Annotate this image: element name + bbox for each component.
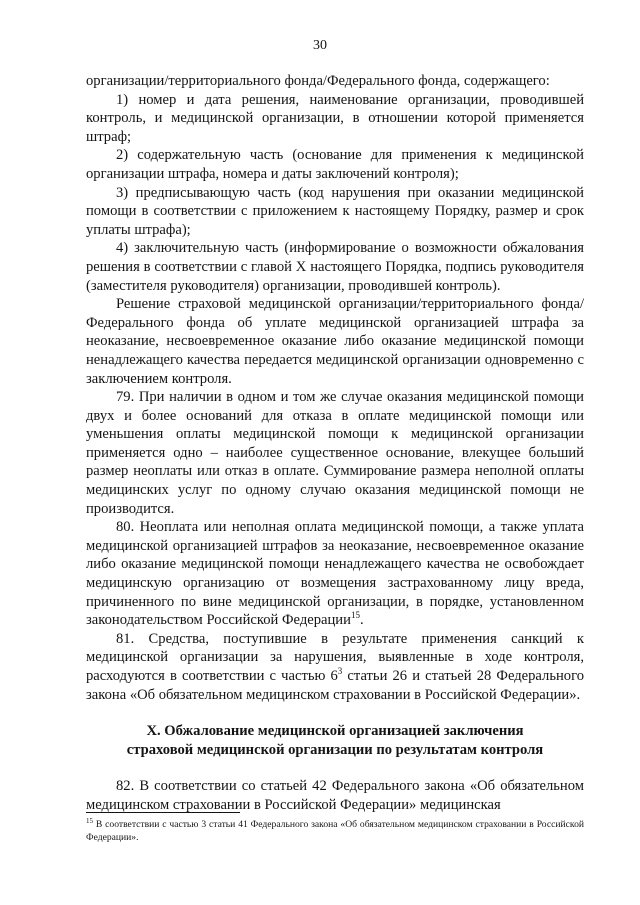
paragraph-80-text: 80. Неоплата или неполная оплата медицинской помощи, а также уплата медицинской организацией штрафов за неоказание, несвоевременное оказание либо оказание медицинской помощи ненадлежащего качества не освобождает медицинскую организацию от возмещения застрахованному лицу вреда, причиненного по вине медицинской организации, в порядке, установленном законодательством Российской Федерации bbox=[86, 519, 584, 629]
paragraph-item-2: 2) содержательную часть (основание для применения к медицинской организации штрафа, номера и даты заключений контроля); bbox=[86, 147, 584, 182]
paragraph-79: 79. При наличии в одном и том же случае оказания медицинской помощи двух и более оснований для отказа в оплате медицинской помощи или уменьшения оплаты медицинской помощи к медицинской организации применяется одно – наиболее существенное основание, влекущее больший размер неоплаты или отказ в оплате. Суммирование размера неполной оплаты медицинских услуг по одному случаю оказания медицинской помощи не производится. bbox=[86, 389, 584, 517]
paragraph-82: 82. В соответствии со статьей 42 Федерального закона «Об обязательном медицинском страховании в Российской Федерации» медицинская bbox=[86, 778, 584, 813]
paragraph-item-3: 3) предписывающую часть (код нарушения при оказании медицинской помощи в соответствии с приложением к настоящему Порядку, размер и срок уплаты штрафа); bbox=[86, 184, 584, 238]
footnote bbox=[86, 818, 584, 844]
footnote-text: В соответствии с частью 3 статьи 41 Федерального закона «Об обязательном медицинском страховании в Российской Федерации». bbox=[86, 819, 584, 843]
superscript-3: 3 bbox=[337, 666, 343, 677]
footnote-marker: 15 bbox=[86, 816, 93, 825]
document-body bbox=[86, 72, 584, 815]
page-number: 30 bbox=[313, 38, 327, 53]
paragraph-item-4: 4) заключительную часть (информирование о возможности обжалования решения в соответствии с главой X настоящего Порядка, подпись руководителя (заместителя руководителя) организации, проводившей контроль). bbox=[86, 240, 584, 294]
paragraph-80-end: . bbox=[359, 612, 364, 629]
paragraph-81-text-b: статьи 26 и статьей 28 Федерального закона «Об обязательном медицинском страховании в Российской Федерации». bbox=[86, 668, 585, 703]
footnote-ref-15: 15 bbox=[350, 610, 360, 621]
paragraph-item-1: 1) номер и дата решения, наименование организации, проводившей контроль, и медицинской организации, в отношении которой применяется штраф; bbox=[86, 91, 584, 145]
footnote-divider bbox=[86, 812, 240, 813]
paragraph-80 bbox=[86, 518, 584, 630]
section-heading-line-1: X. Обжалование медицинской организацией заключения bbox=[146, 723, 524, 740]
paragraph-intro: организации/территориального фонда/Федерального фонда, содержащего: bbox=[86, 73, 550, 89]
paragraph-decision: Решение страховой медицинской организации/территориального фонда/Федерального фонда об уплате медицинской организацией штрафа за неоказание, несвоевременное оказание либо оказание медицинской помощи ненадлежащего качества передается медицинской организации одновременно с заключением контроля. bbox=[86, 296, 584, 387]
paragraph-81-text-a: 81. Средства, поступившие в результате применения санкций к медицинской организации за нарушения, выявленные в ходе контроля, расходуются в соответствии с частью 6 bbox=[86, 630, 584, 684]
paragraph-81 bbox=[86, 630, 584, 704]
section-heading bbox=[86, 722, 584, 759]
section-heading-line-2: страховой медицинской организации по результатам контроля bbox=[126, 741, 544, 758]
